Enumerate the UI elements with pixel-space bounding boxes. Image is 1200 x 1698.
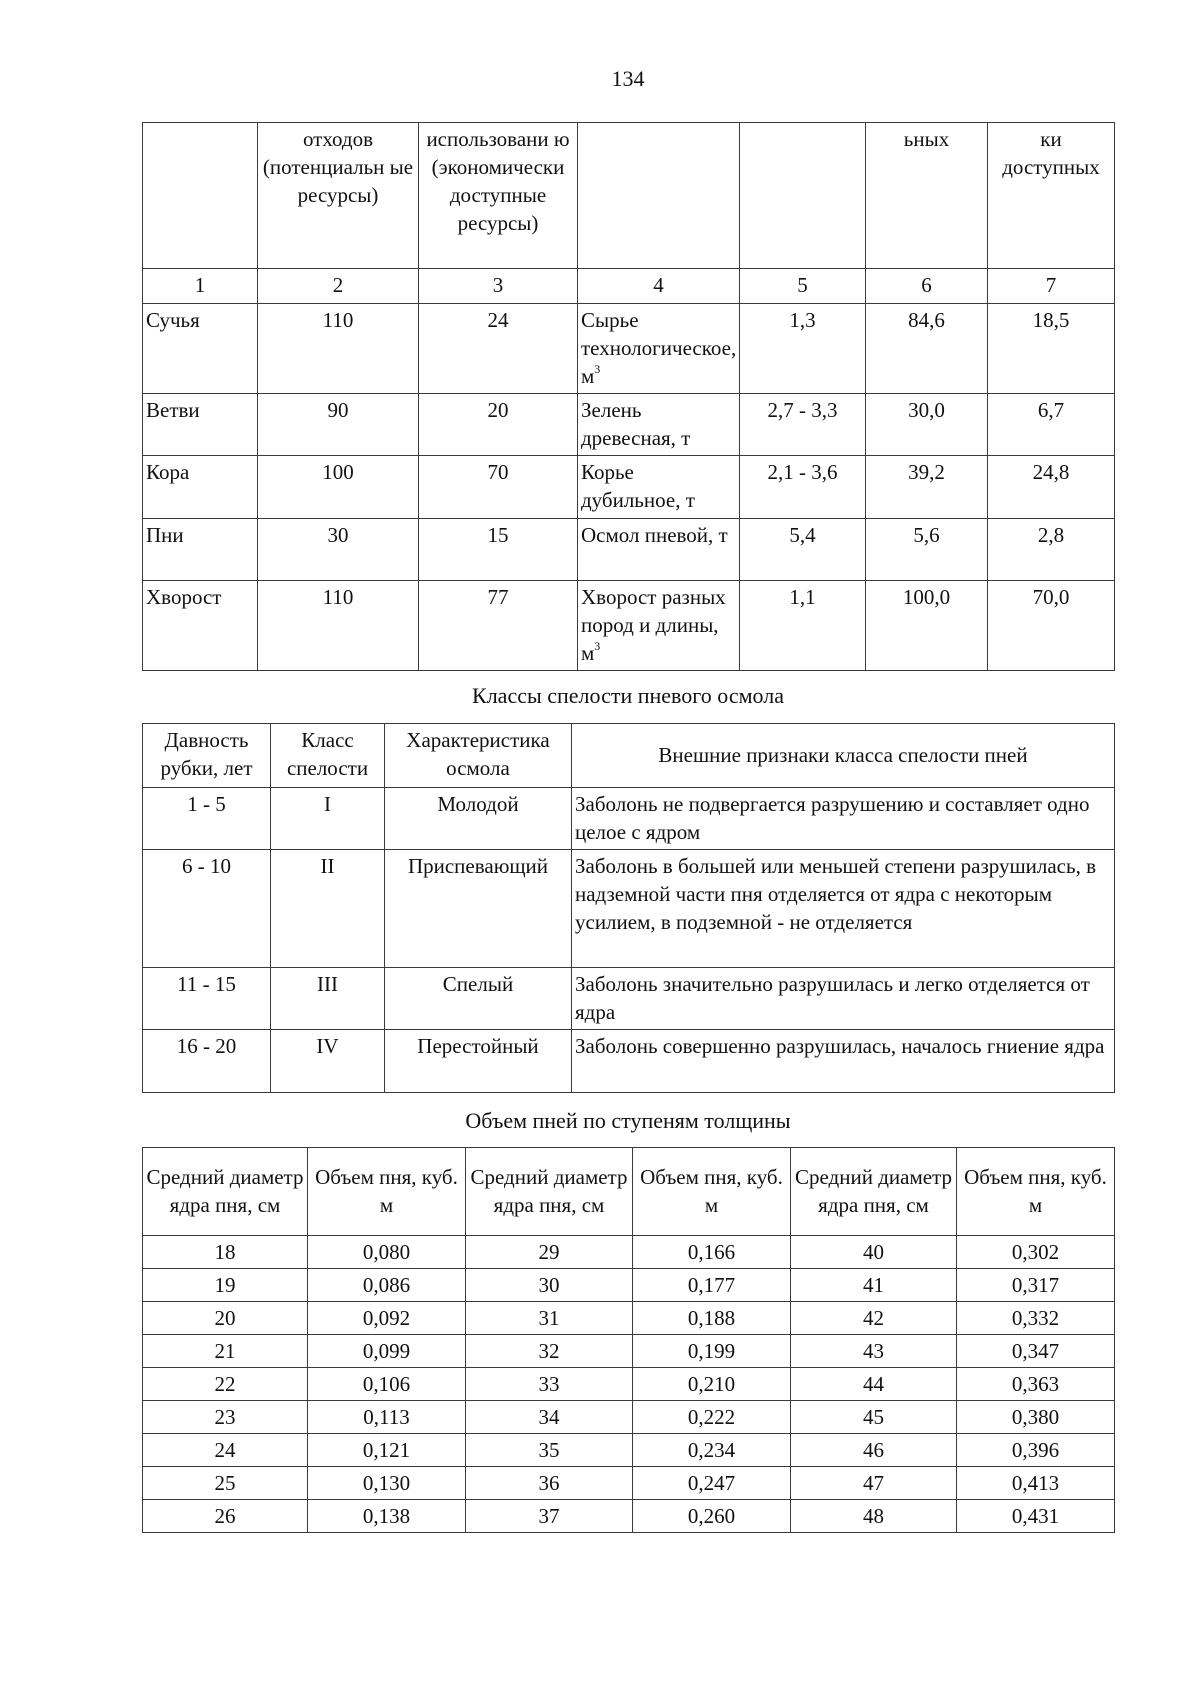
- table-row: [143, 1434, 1115, 1467]
- column-number-row: [143, 269, 1115, 304]
- available-resources: 20: [419, 394, 578, 456]
- residue-type: Сучья: [143, 304, 258, 394]
- diameter-cell: 34: [466, 1401, 633, 1434]
- diameter-cell: 48: [791, 1500, 957, 1533]
- resin-characteristic: Перестойный: [385, 1030, 572, 1093]
- volume-cell: 0,099: [308, 1335, 466, 1368]
- column-number: 1: [143, 269, 258, 304]
- volume-cell: 0,080: [308, 1236, 466, 1269]
- diameter-cell: 46: [791, 1434, 957, 1467]
- header-diameter: Средний диаметр ядра пня, см: [791, 1148, 957, 1236]
- ripeness-class: IV: [271, 1030, 385, 1093]
- diameter-cell: 18: [143, 1236, 308, 1269]
- table-row: [143, 788, 1115, 850]
- volume-cell: 0,302: [957, 1236, 1115, 1269]
- ripeness-class: I: [271, 788, 385, 850]
- table-row: [143, 1401, 1115, 1434]
- column-number: 2: [258, 269, 419, 304]
- diameter-cell: 26: [143, 1500, 308, 1533]
- volume-cell: 0,234: [633, 1434, 791, 1467]
- ripeness-class: III: [271, 968, 385, 1030]
- cutting-age: 16 - 20: [143, 1030, 271, 1093]
- product-type: Корье дубильное, т: [578, 456, 740, 519]
- cutting-age: 6 - 10: [143, 850, 271, 968]
- available-resources: 24: [419, 304, 578, 394]
- table-row: [143, 581, 1115, 671]
- volume-cell: 0,431: [957, 1500, 1115, 1533]
- resin-characteristic: Спелый: [385, 968, 572, 1030]
- table-row: [143, 850, 1115, 968]
- header-cell: ьных: [866, 123, 988, 269]
- volume-cell: 0,106: [308, 1368, 466, 1401]
- residue-type: Пни: [143, 519, 258, 581]
- external-signs: Заболонь в большей или меньшей степени разрушилась, в надземной части пня отделяется от ядра с некоторым усилием, в подземной - не отделяется: [572, 850, 1115, 968]
- volume-cell: 0,247: [633, 1467, 791, 1500]
- table-row: [143, 1335, 1115, 1368]
- table-row: [143, 1236, 1115, 1269]
- volume-cell: 0,166: [633, 1236, 791, 1269]
- col5-value: 1,3: [740, 304, 866, 394]
- product-type: Осмол пневой, т: [578, 519, 740, 581]
- table-row: [143, 394, 1115, 456]
- volume-cell: 0,332: [957, 1302, 1115, 1335]
- diameter-cell: 22: [143, 1368, 308, 1401]
- volume-cell: 0,121: [308, 1434, 466, 1467]
- product-type: Хворост разных пород и длины, $м^3$: [578, 581, 740, 671]
- diameter-cell: 42: [791, 1302, 957, 1335]
- diameter-cell: 45: [791, 1401, 957, 1434]
- resin-characteristic: Приспевающий: [385, 850, 572, 968]
- diameter-cell: 36: [466, 1467, 633, 1500]
- col7-value: 6,7: [988, 394, 1115, 456]
- header-cell: [143, 123, 258, 269]
- product-type: Сырье технологическое, $м^3$: [578, 304, 740, 394]
- header-cell: ки доступных: [988, 123, 1115, 269]
- table-header-row: [143, 724, 1115, 788]
- col7-value: 18,5: [988, 304, 1115, 394]
- volume-cell: 0,199: [633, 1335, 791, 1368]
- header-cell: использовани ю (экономически доступные ресурсы): [419, 123, 578, 269]
- ripeness-class: II: [271, 850, 385, 968]
- header-volume: Объем пня, куб. м: [957, 1148, 1115, 1236]
- table-header-row: [143, 1148, 1115, 1236]
- header-volume: Объем пня, куб. м: [308, 1148, 466, 1236]
- volume-cell: 0,138: [308, 1500, 466, 1533]
- diameter-cell: 20: [143, 1302, 308, 1335]
- header-cell: [578, 123, 740, 269]
- diameter-cell: 24: [143, 1434, 308, 1467]
- diameter-cell: 25: [143, 1467, 308, 1500]
- column-number: 3: [419, 269, 578, 304]
- ripeness-table-title: Классы спелости пневого осмола: [472, 683, 784, 708]
- product-type: Зелень древесная, т: [578, 394, 740, 456]
- volume-cell: 0,396: [957, 1434, 1115, 1467]
- header-volume: Объем пня, куб. м: [633, 1148, 791, 1236]
- volume-cell: 0,347: [957, 1335, 1115, 1368]
- available-resources: 77: [419, 581, 578, 671]
- external-signs: Заболонь совершенно разрушилась, началось гниение ядра: [572, 1030, 1115, 1093]
- external-signs: Заболонь значительно разрушилась и легко отделяется от ядра: [572, 968, 1115, 1030]
- volume-cell: 0,222: [633, 1401, 791, 1434]
- diameter-cell: 33: [466, 1368, 633, 1401]
- stump-volume-table-title: Объем пней по ступеням толщины: [465, 1108, 791, 1133]
- diameter-cell: 21: [143, 1335, 308, 1368]
- header-age: Давность рубки, лет: [143, 724, 271, 788]
- col5-value: 1,1: [740, 581, 866, 671]
- volume-cell: 0,177: [633, 1269, 791, 1302]
- cutting-age: 11 - 15: [143, 968, 271, 1030]
- col5-value: 5,4: [740, 519, 866, 581]
- table-row: [143, 304, 1115, 394]
- col6-value: 84,6: [866, 304, 988, 394]
- diameter-cell: 43: [791, 1335, 957, 1368]
- col5-value: 2,7 - 3,3: [740, 394, 866, 456]
- potential-resources: 100: [258, 456, 419, 519]
- residue-type: Ветви: [143, 394, 258, 456]
- column-number: 7: [988, 269, 1115, 304]
- volume-cell: 0,113: [308, 1401, 466, 1434]
- col7-value: 24,8: [988, 456, 1115, 519]
- stump-volume-table: [142, 1147, 1115, 1533]
- volume-cell: 0,363: [957, 1368, 1115, 1401]
- diameter-cell: 30: [466, 1269, 633, 1302]
- resin-characteristic: Молодой: [385, 788, 572, 850]
- col6-value: 39,2: [866, 456, 988, 519]
- available-resources: 15: [419, 519, 578, 581]
- diameter-cell: 29: [466, 1236, 633, 1269]
- volume-cell: 0,210: [633, 1368, 791, 1401]
- cutting-age: 1 - 5: [143, 788, 271, 850]
- diameter-cell: 44: [791, 1368, 957, 1401]
- column-number: 5: [740, 269, 866, 304]
- residue-type: Хворост: [143, 581, 258, 671]
- volume-cell: 0,130: [308, 1467, 466, 1500]
- col6-value: 5,6: [866, 519, 988, 581]
- diameter-cell: 37: [466, 1500, 633, 1533]
- ripeness-classes-table: [142, 723, 1115, 1093]
- potential-resources: 30: [258, 519, 419, 581]
- potential-resources: 110: [258, 581, 419, 671]
- potential-resources: 90: [258, 394, 419, 456]
- header-diameter: Средний диаметр ядра пня, см: [466, 1148, 633, 1236]
- col6-value: 30,0: [866, 394, 988, 456]
- external-signs: Заболонь не подвергается разрушению и составляет одно целое с ядром: [572, 788, 1115, 850]
- header-signs: Внешние признаки класса спелости пней: [572, 724, 1115, 788]
- residues-table: [142, 122, 1115, 671]
- header-class: Класс спелости: [271, 724, 385, 788]
- header-characteristic: Характеристика осмола: [385, 724, 572, 788]
- table-row: [143, 1467, 1115, 1500]
- volume-cell: 0,260: [633, 1500, 791, 1533]
- header-cell: [740, 123, 866, 269]
- column-number: 6: [866, 269, 988, 304]
- table-row: [143, 1030, 1115, 1093]
- col5-value: 2,1 - 3,6: [740, 456, 866, 519]
- diameter-cell: 23: [143, 1401, 308, 1434]
- volume-cell: 0,380: [957, 1401, 1115, 1434]
- diameter-cell: 31: [466, 1302, 633, 1335]
- col7-value: 70,0: [988, 581, 1115, 671]
- diameter-cell: 47: [791, 1467, 957, 1500]
- table-row: [143, 1368, 1115, 1401]
- diameter-cell: 19: [143, 1269, 308, 1302]
- page-number: 134: [611, 66, 645, 91]
- available-resources: 70: [419, 456, 578, 519]
- table-row: [143, 1269, 1115, 1302]
- volume-cell: 0,092: [308, 1302, 466, 1335]
- header-diameter: Средний диаметр ядра пня, см: [143, 1148, 308, 1236]
- header-cell: отходов (потенциальн ые ресурсы): [258, 123, 419, 269]
- table-row: [143, 1500, 1115, 1533]
- table-row: [143, 519, 1115, 581]
- volume-cell: 0,413: [957, 1467, 1115, 1500]
- col7-value: 2,8: [988, 519, 1115, 581]
- col6-value: 100,0: [866, 581, 988, 671]
- column-number: 4: [578, 269, 740, 304]
- potential-resources: 110: [258, 304, 419, 394]
- diameter-cell: 35: [466, 1434, 633, 1467]
- diameter-cell: 41: [791, 1269, 957, 1302]
- volume-cell: 0,188: [633, 1302, 791, 1335]
- residue-type: Кора: [143, 456, 258, 519]
- volume-cell: 0,317: [957, 1269, 1115, 1302]
- table-row: [143, 456, 1115, 519]
- diameter-cell: 32: [466, 1335, 633, 1368]
- diameter-cell: 40: [791, 1236, 957, 1269]
- table-row: [143, 968, 1115, 1030]
- table-header-row: [143, 123, 1115, 269]
- volume-cell: 0,086: [308, 1269, 466, 1302]
- table-row: [143, 1302, 1115, 1335]
